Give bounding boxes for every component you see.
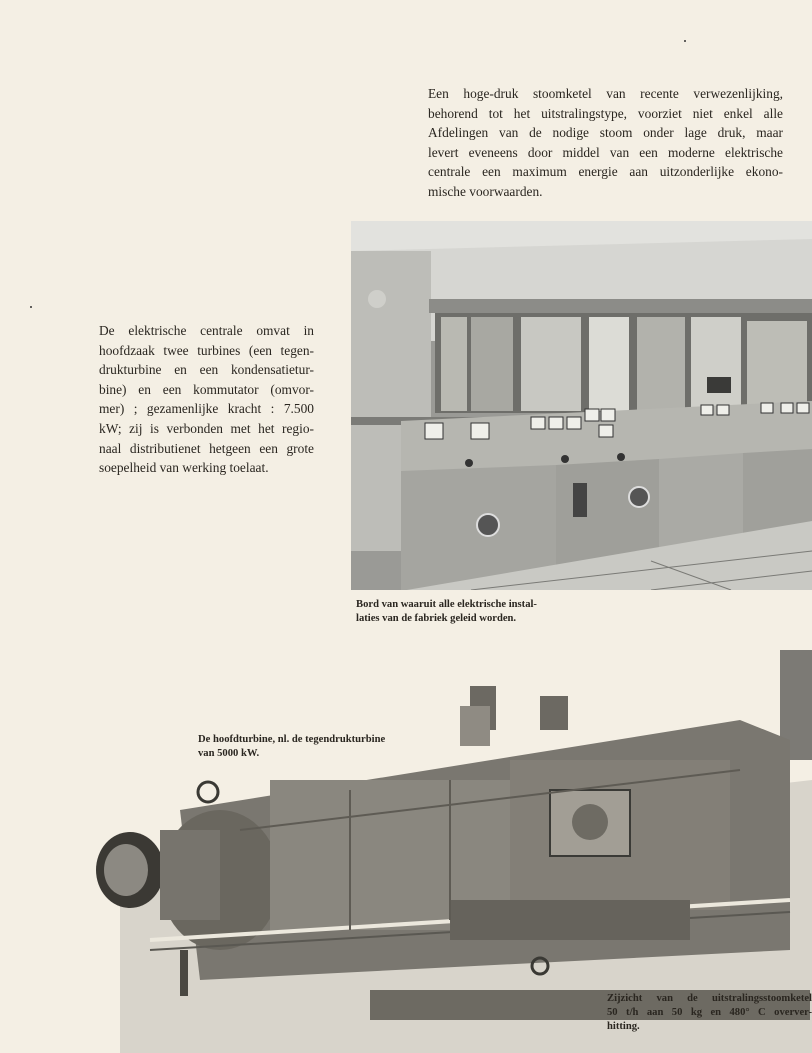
- text-line: De elektrische centrale omvat in: [99, 323, 314, 338]
- text-line: Afdelingen van de nodige stoom onder lage druk, maar: [428, 125, 783, 141]
- text-line: soepelheid van werking toelaat.: [99, 460, 269, 476]
- intro-paragraph: [428, 84, 783, 202]
- caption-line: De hoofdturbine, nl. de tegendrukturbine: [198, 734, 386, 745]
- caption-main-turbine: [198, 733, 438, 761]
- central-paragraph: [99, 321, 314, 478]
- text-line: hoofdzaak twee turbines (een tegen-: [99, 342, 314, 358]
- caption-boiler-side-view: [607, 992, 812, 1034]
- caption-line: Bord van waaruit alle elektrische instal-: [356, 599, 537, 610]
- speck: [30, 306, 32, 308]
- caption-line: 50 t/h aan 50 kg en 480° C overver-: [607, 1007, 812, 1018]
- text-line: mer) ; gezamenlijke kracht : 7.500: [99, 401, 314, 417]
- text-line: Een hoge-druk stoomketel van recente verwezenlijking,: [428, 86, 783, 101]
- caption-line: hitting.: [607, 1021, 640, 1032]
- text-line: mische voorwaarden.: [428, 183, 543, 199]
- text-line: naal distributienet hetgeen een grote: [99, 440, 314, 456]
- text-line: kW; zij is verbonden met het regio-: [99, 420, 314, 436]
- text-line: centrale een maximum energie aan uitzonderlijke ekono-: [428, 164, 783, 180]
- caption-line: Zijzicht van de uitstralingsstoomketel: [607, 993, 812, 1004]
- text-line: bine) en een kommutator (omvor-: [99, 381, 314, 397]
- caption-line: laties van de fabriek geleid worden.: [356, 613, 517, 624]
- speck: [684, 40, 686, 42]
- text-line: levert eveneens door middel van een moderne elektrische: [428, 144, 783, 160]
- text-line: behorend tot het uitstralingstype, voorziet niet enkel alle: [428, 105, 783, 121]
- caption-line: van 5000 kW.: [198, 748, 260, 759]
- text-line: drukturbine en een kondensatietur-: [99, 362, 314, 378]
- control-board-photo: [351, 221, 812, 590]
- caption-control-board: [356, 598, 626, 626]
